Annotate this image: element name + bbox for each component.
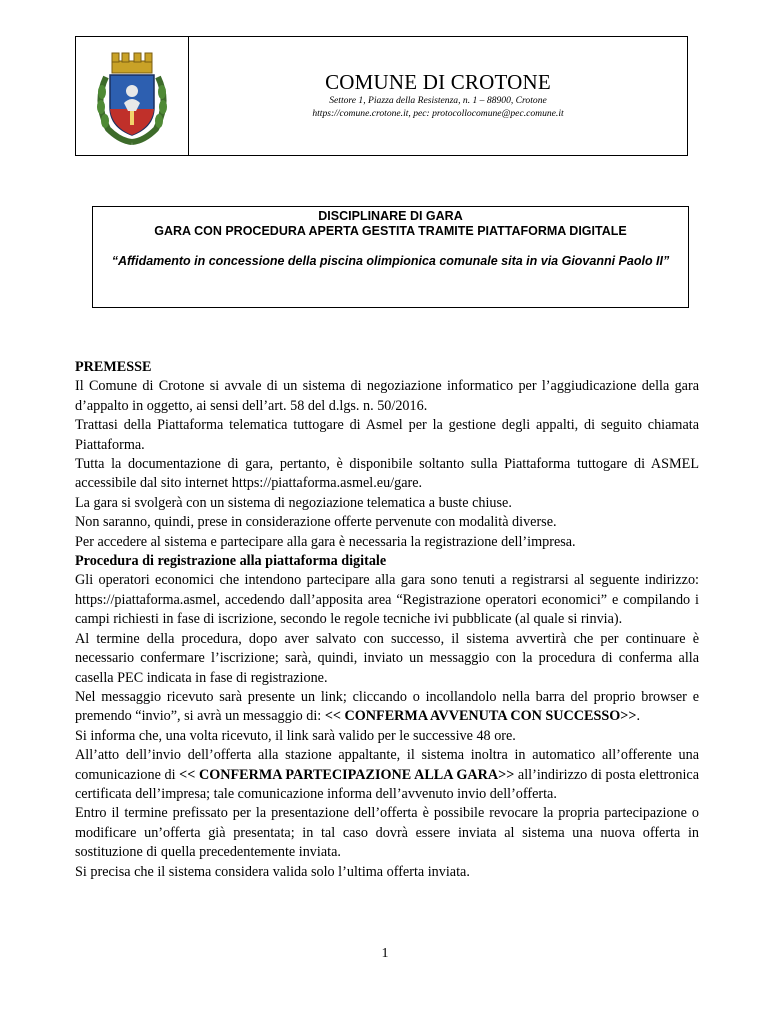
coat-of-arms-icon: [90, 47, 174, 145]
heading-procedura: Procedura di registrazione alla piattaforma digitale: [75, 553, 387, 570]
paragraph: La gara si svolgerà con un sistema di negoziazione telematica a buste chiuse.: [75, 494, 512, 511]
bold-run: << CONFERMA AVVENUTA CON SUCCESSO>>: [324, 708, 637, 725]
paragraph: [75, 746, 699, 804]
paragraph: Per accedere al sistema e partecipare alla gara è necessaria la registrazione dell’impresa.: [75, 533, 576, 550]
letterhead: [75, 36, 688, 156]
contract-subject: “Affidamento in concessione della piscina olimpionica comunale sita in via Giovanni Paolo II”: [111, 254, 670, 268]
document-body: [75, 358, 699, 882]
document-title-box: [92, 206, 689, 308]
paragraph: Tutta la documentazione di gara, pertanto, è disponibile soltanto sulla Piattaforma tuttogare di ASMEL accessibile dal sito internet https://piattaforma.asmel.eu/gare.: [75, 456, 699, 492]
paragraph: [75, 688, 699, 727]
document-type: DISCIPLINARE DI GARA: [318, 209, 463, 223]
paragraph: Si informa che, una volta ricevuto, il link sarà valido per le successive 48 ore.: [75, 727, 516, 744]
letterhead-contacts: https://comune.crotone.it, pec: protocollocomune@pec.comune.it: [312, 108, 564, 119]
text-run: .: [636, 708, 641, 725]
letterhead-text: [189, 37, 687, 120]
text-run: Nel messaggio ricevuto sarà presente un link; cliccando o incollandolo nella barra del proprio browser e premendo “invio”, si avrà un messaggio di:: [75, 688, 699, 725]
text-run: All’atto dell’invio dell’offerta alla stazione appaltante, il sistema inoltra in automatico all’offerente una comunicazione di: [75, 747, 699, 783]
crest-cell: [76, 37, 189, 155]
bold-run: << CONFERMA PARTECIPAZIONE ALLA GARA>>: [179, 766, 515, 783]
paragraph: Non saranno, quindi, prese in considerazione offerte pervenute con modalità diverse.: [75, 514, 557, 531]
letterhead-address: Settore 1, Piazza della Resistenza, n. 1 – 88900, Crotone: [329, 95, 547, 106]
page-number: 1: [381, 946, 389, 961]
paragraph: Entro il termine prefissato per la presentazione dell’offerta è possibile revocare la propria partecipazione o modificare un’offerta già presentata; in tal caso dovrà essere inviata al sistema una nuova offerta in sostituzione di quella precedentemente inviata.: [75, 805, 699, 861]
paragraph: Trattasi della Piattaforma telematica tuttogare di Asmel per la gestione degli appalti, di seguito chiamata Piattaforma.: [75, 417, 699, 453]
paragraph: Al termine della procedura, dopo aver salvato con successo, il sistema avvertirà che per continuare è necessario confermare l’iscrizione; sarà, quindi, inviato un messaggio con la procedura di conferma alla casella PEC indicata in fase di registrazione.: [75, 630, 699, 686]
letterhead-title: COMUNE DI CROTONE: [325, 70, 551, 94]
paragraph: Si precisa che il sistema considera valida solo l’ultima offerta inviata.: [75, 863, 470, 880]
paragraph: Il Comune di Crotone si avvale di un sistema di negoziazione informatico per l’aggiudicazione della gara d’appalto in oggetto, ai sensi dell’art. 58 del d.lgs. n. 50/2016.: [75, 378, 699, 414]
text-run: all’indirizzo di posta elettronica certificata dell’impresa; tale comunicazione informa dell’avvenuto invio dell’offerta.: [75, 766, 699, 802]
procedure-type: GARA CON PROCEDURA APERTA GESTITA TRAMITE PIATTAFORMA DIGITALE: [154, 224, 627, 238]
heading-premesse: PREMESSE: [75, 359, 152, 375]
paragraph: Gli operatori economici che intendono partecipare alla gara sono tenuti a registrarsi al seguente indirizzo: https://piattaforma.asmel, accedendo dall’apposita area “Registrazione operatori economici” e compilando i campi richiesti in fase di iscrizione, secondo le regole tecniche ivi pubblicate (al quale si rinvia).: [75, 572, 699, 628]
